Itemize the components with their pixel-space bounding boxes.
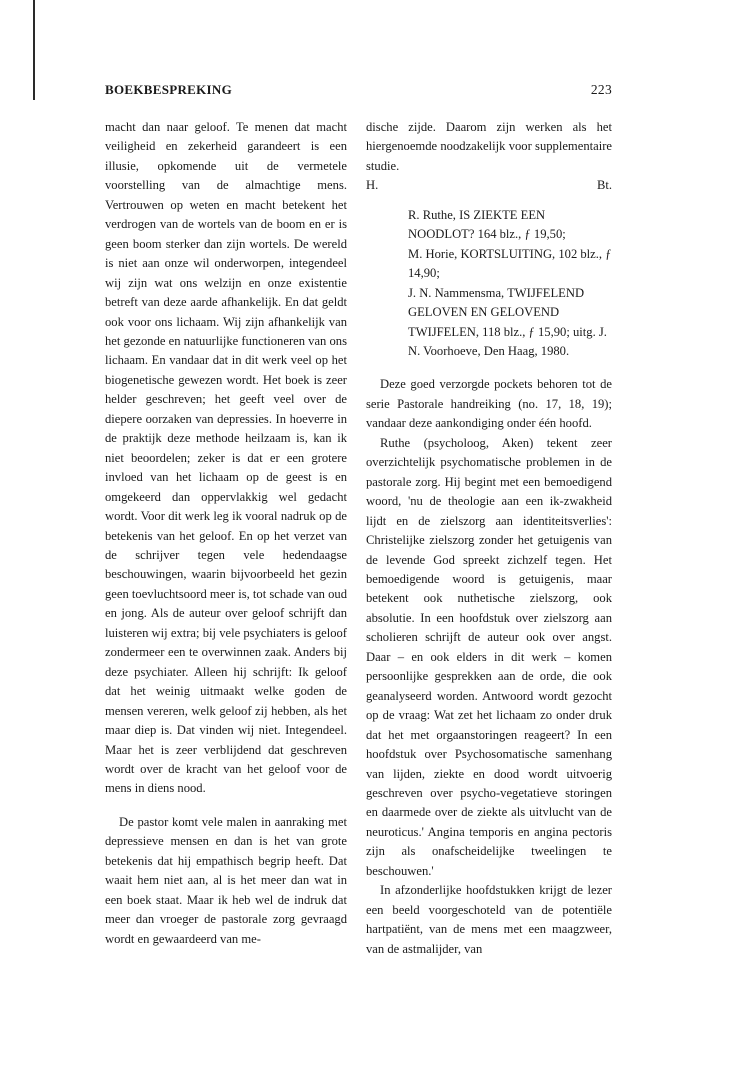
review-signature [366,176,612,195]
book-reference-3: J. N. Nammensma, TWIJFELEND GELOVEN EN GELOVEND TWIJFELEN, 118 blz., ƒ 15,90; uitg. J. N. Voorhoeve, Den Haag, 1980. [408,285,607,358]
right-paragraph-1: dische zijde. Daarom zijn werken als het hiergenoemde noodzakelijk voor supplementaire studie. [366,120,612,173]
running-header [105,82,612,98]
right-column [366,118,612,959]
right-paragraph-3: Ruthe (psycholoog, Aken) tekent zeer overzichtelijk psychomatische problemen in de pastorale zorg. Hij begint met een bemoedigend woord, 'nu de theologie aan een ik-zwakheid lijdt en de zielszorg aan identiteitsverlies': Christelijke zielszorg zonder het getuigenis van de levende God spreekt zichzelf tegen. Het bemoedigende woord is getuigenis, maar betekent ook nuthetische zielszorg, ook absolutie. In een hoofdstuk over zielszorg aan scholieren schrijft de auteur ook over angst. Daar – en ook elders in dit werk – komen persoonlijke gesprekken aan de orde, die ook geanalyseerd worden. Antwoord wordt gezocht op de vraag: Wat zet het lichaam zo onder druk dat het met orgaanstoringen reageert? In een hoofdstuk over Psychosomatische samenhang van lijden, ziekte en dood wordt uitvoerig geschreven over psycho-vegetatieve storingen en daarmede over de ziekte als uitvlucht van de neuroticus.' Angina temporis en angina pectoris zijn als onafscheidelijke tweelingen te beschouwen.' [366,435,612,878]
scan-edge-line [33,0,35,100]
right-paragraph-2: Deze goed verzorgde pockets behoren tot de serie Pastorale handreiking (no. 17, 18, 19); vandaar deze aankondiging onder één hoofd. [366,377,612,431]
signature-initial-right: Bt. [596,178,612,193]
page-number: 223 [590,82,612,97]
book-reference-2: M. Horie, KORTSLUITING, 102 blz., ƒ 14,90; [408,246,612,281]
signature-initial-left: H. [366,178,379,193]
section-title: BOEKBESPREKING [105,82,233,97]
left-paragraph-1: macht dan naar geloof. Te menen dat macht veiligheid en zekerheid garandeert is een illusie, opkomende uit de vermetele voorstelling van de almachtige mens. Vertrouwen op weten en macht betekent het verdrogen van de wortels van de boom en er is geen boom sterker dan zijn wortels. De wereld is niet aan onze wil onderworpen, integendeel wij zijn wat ons welzijn en onze existentie betreft van deze aarde afhankelijk. En dat geldt ook voor ons lichaam. Wij zijn afhankelijk van het gezonde en natuurlijke functioneren van ons lichaam. En vandaar dat in dit werk veel op het biogenetische gewezen wordt. Het boek is zeer helder geschreven; het geeft veel over de diepere oorzaken van depressies. In hoeverre in de praktijk deze methode heilzaam is, kan ik niet beoordelen; zeker is dat er een grotere invloed van het lichaam op de geest is en omgekeerd dan oppervlakkig wel gedacht wordt. Voor dit werk leg ik vooral nadruk op de betekenis van het geloof. En op het verzet van de schrijver tegen vele hedendaagse beschouwingen, waarin bijvoorbeeld het gezin geen toevluchtsoord meer is, tot schade van oud en jong. Als de auteur over geloof schrijft dan luisteren wij extra; bij vele psychiaters is geloof zondermeer een te overwinnen zaak. Anders bij deze psychiater. Alleen hij schrijft: Ik geloof dat het weinig uitmaakt welke goden de mensen vereren, welk geloof zij hebben, als het maar diep is. Dat vinden wij niet. Integendeel. Maar het is zeer verblijdend dat geschreven wordt over de kracht van het geloof voor de mens in diens nood. [105,120,348,796]
left-column [105,118,347,949]
left-paragraph-2: De pastor komt vele malen in aanraking met depressieve mensen en dan is het van grote betekenis dat hij empathisch begrip heeft. Dat waait hem niet aan, al is het meer dan wat in een boek staat. Maar ik heb wel de indruk dat meer dan vroeger de pastorale zorg gevraagd wordt en gewaardeerd van me- [105,814,347,946]
book-references [408,206,612,362]
right-paragraph-4: In afzonderlijke hoofdstukken krijgt de lezer een beeld voorgeschoteld van de potentiële hartpatiënt, van de mens met een maagzweer, van de astmalijder, van [366,883,612,956]
book-reference-1: R. Ruthe, IS ZIEKTE EEN NOODLOT? 164 blz., ƒ 19,50; [408,207,566,242]
